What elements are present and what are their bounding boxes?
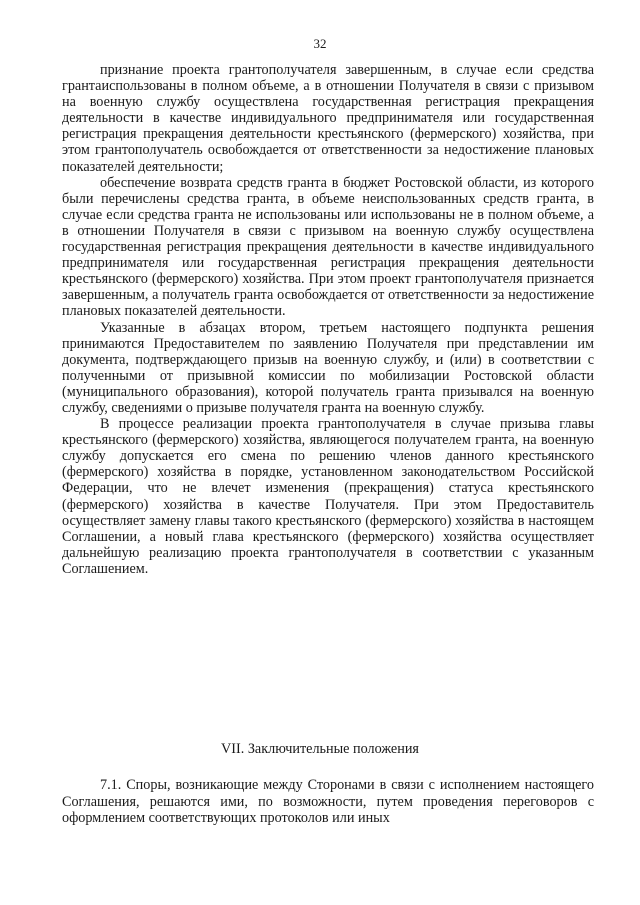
final-provisions-text: [62, 777, 594, 827]
paragraph-disputes: 7.1. Споры, возникающие между Сторонами в связи с исполнением настоящего Соглашения, решаются ими, по возможности, путем проведения переговоров с оформлением соответствующих протоколов или иных: [62, 777, 594, 826]
paragraph-decision-basis: Указанные в абзацах втором, третьем настоящего подпункта решения принимаются Предоставителем по заявлению Получателя при представлении им документа, подтверждающего призыв на военную службу, и (или) в соответствии с полученными от призывной комиссии по мобилизации Ростовской области (муниципального образования), которой получатель гранта призывался на военную службу, сведениями о призыве получателя гранта на военную службу.: [62, 319, 594, 416]
section-heading: VII. Заключительные положения: [221, 741, 419, 757]
body-text: [62, 62, 594, 577]
page-number: 32: [313, 36, 327, 51]
paragraph-grant-return: обеспечение возврата средств гранта в бюджет Ростовской области, из которого были перечислены средства гранта, в объеме неиспользованных средств гранта, в случае если средства гранта не использованы или использованы не в полном объеме, а в отношении Получателя в связи с призывом на военную службу осуществлена государственная регистрация прекращения деятельности в качестве индивидуального предпринимателя или государственная регистрация прекращения деятельности крестьянского (фермерского) хозяйства. При этом проект грантополучателя признается завершенным, а получатель гранта освобождается от ответственности за недостижение плановых показателей деятельности.: [62, 174, 594, 320]
paragraph-head-replacement: В процессе реализации проекта грантополучателя в случае призыва главы крестьянского (фермерского) хозяйства, являющегося получателем гранта, на военную службу допускается его смена по решению членов данного крестьянского (фермерского) хозяйства в порядке, установленном законодательством Российской Федерации, что не влечет изменения (прекращения) статуса крестьянского (фермерского) хозяйства в качестве Получателя. При этом Предоставитель осуществляет замену главы такого крестьянского (фермерского) хозяйства в настоящем Соглашении, а новый глава крестьянского (фермерского) хозяйства осуществляет дальнейшую реализацию проекта грантополучателя в соответствии с указанным Соглашением.: [62, 416, 594, 577]
paragraph-project-completion: признание проекта грантополучателя завершенным, в случае если средства грантаиспользованы в полном объеме, а в отношении Получателя в связи с призывом на военную службу осуществлена государственная регистрация прекращения деятельности в качестве индивидуального предпринимателя или государственная регистрация прекращения деятельности крестьянского (фермерского) хозяйства, при этом грантополучатель освобождается от ответственности за недостижение плановых показателей деятельности;: [62, 62, 594, 175]
